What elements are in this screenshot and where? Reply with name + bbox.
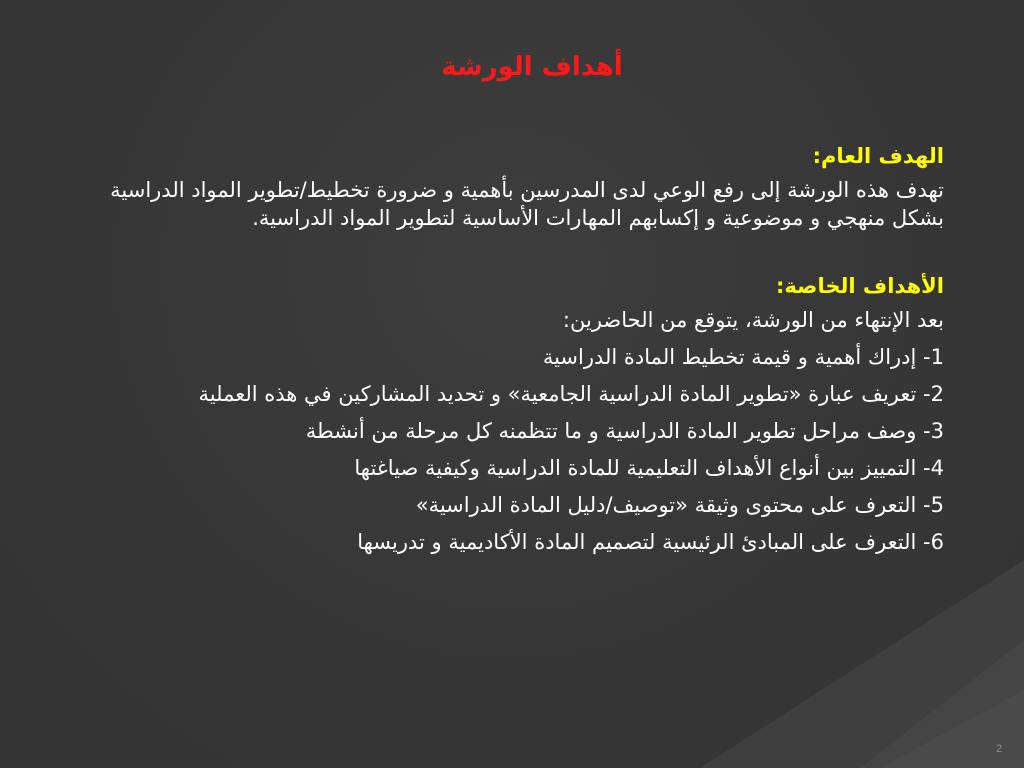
- goal-item-2: 2- تعريف عبارة «تطوير المادة الدراسية الجامعية» و تحديد المشاركين في هذه العملية: [198, 382, 944, 406]
- page-number: 2: [995, 743, 1002, 755]
- goal-item-3: 3- وصف مراحل تطوير المادة الدراسية و ما تتظمنه كل مرحلة من أنشطة: [305, 419, 944, 443]
- goal-item-5: 5- التعرف على محتوى وثيقة «توصيف/دليل المادة الدراسية»: [415, 493, 944, 517]
- specific-goals-heading: الأهداف الخاصة:: [776, 274, 944, 298]
- goal-item-1: 1- إدراك أهمية و قيمة تخطيط المادة الدراسية: [542, 345, 944, 369]
- specific-goals-intro: بعد الإنتهاء من الورشة، يتوقع من الحاضرين:: [562, 308, 944, 332]
- goal-item-4: 4- التمييز بين أنواع الأهداف التعليمية للمادة الدراسية وكيفية صياغتها: [354, 456, 944, 480]
- general-goal-text: تهدف هذه الورشة إلى رفع الوعي لدى المدرسين بأهمية و ضرورة تخطيط/تطوير المواد الدراسية بشكل منهجي و موضوعية و إكسابهم المهارات الأساسية لتطوير المواد الدراسية.: [110, 178, 944, 230]
- slide-content: [96, 142, 944, 556]
- slide-title: أهداف الورشة: [441, 52, 623, 82]
- goal-item-6: 6- التعرف على المبادئ الرئيسية لتصميم المادة الأكاديمية و تدريسها: [357, 530, 944, 554]
- general-goal-heading: الهدف العام:: [812, 144, 944, 168]
